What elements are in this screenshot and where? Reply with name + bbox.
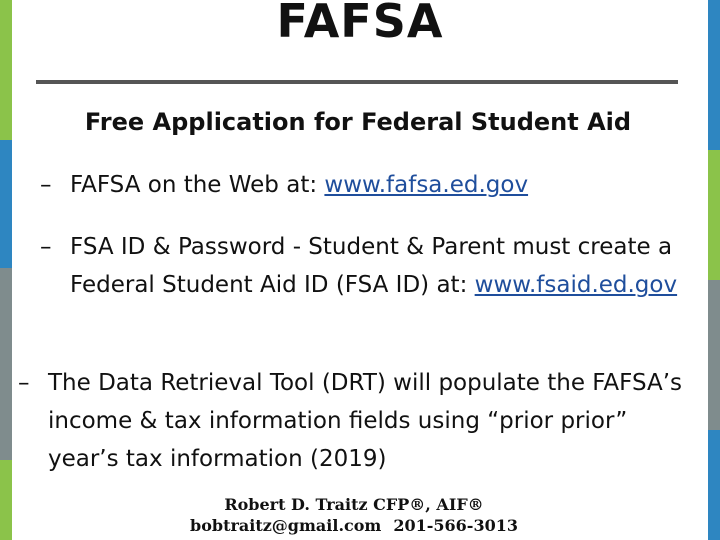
bullet-dash: – (18, 370, 30, 396)
slide-subtitle: Free Application for Federal Student Aid (84, 108, 632, 136)
right-decorative-stripe (708, 0, 720, 540)
footer-email: bobtraitz@gmail.com (190, 516, 382, 535)
bullet-fafsa-web (40, 166, 670, 204)
fafsa-link[interactable]: www.fafsa.ed.gov (324, 172, 529, 198)
bullet-text: The Data Retrieval Tool (DRT) will populate the FAFSA’s income & tax information fields using “prior prior” year’s tax information (2019) (48, 370, 683, 472)
footer-contact (0, 494, 708, 536)
footer-phone: 201-566-3013 (393, 516, 518, 535)
right-stripe-blue-bottom (708, 430, 720, 540)
left-decorative-stripe (0, 0, 12, 540)
slide-title: FAFSA (276, 0, 444, 48)
bullet-dash: – (40, 234, 52, 260)
bullet-text: FSA ID & Password - Student & Parent must create a Federal Student Aid ID (FSA ID) at: (70, 234, 673, 298)
bullet-fsa-id (40, 228, 690, 304)
left-stripe-blue (0, 140, 12, 268)
footer-name: Robert D. Traitz CFP®, AIF® (224, 495, 484, 514)
right-stripe-green (708, 150, 720, 280)
bullet-dash: – (40, 172, 52, 198)
title-divider (36, 80, 678, 84)
bullet-drt (18, 364, 704, 478)
right-stripe-gray (708, 280, 720, 430)
fsaid-link[interactable]: www.fsaid.ed.gov (474, 272, 678, 298)
footer-contact-line (0, 515, 708, 536)
left-stripe-gray (0, 268, 12, 460)
bullet-text: FAFSA on the Web at: (70, 172, 325, 198)
